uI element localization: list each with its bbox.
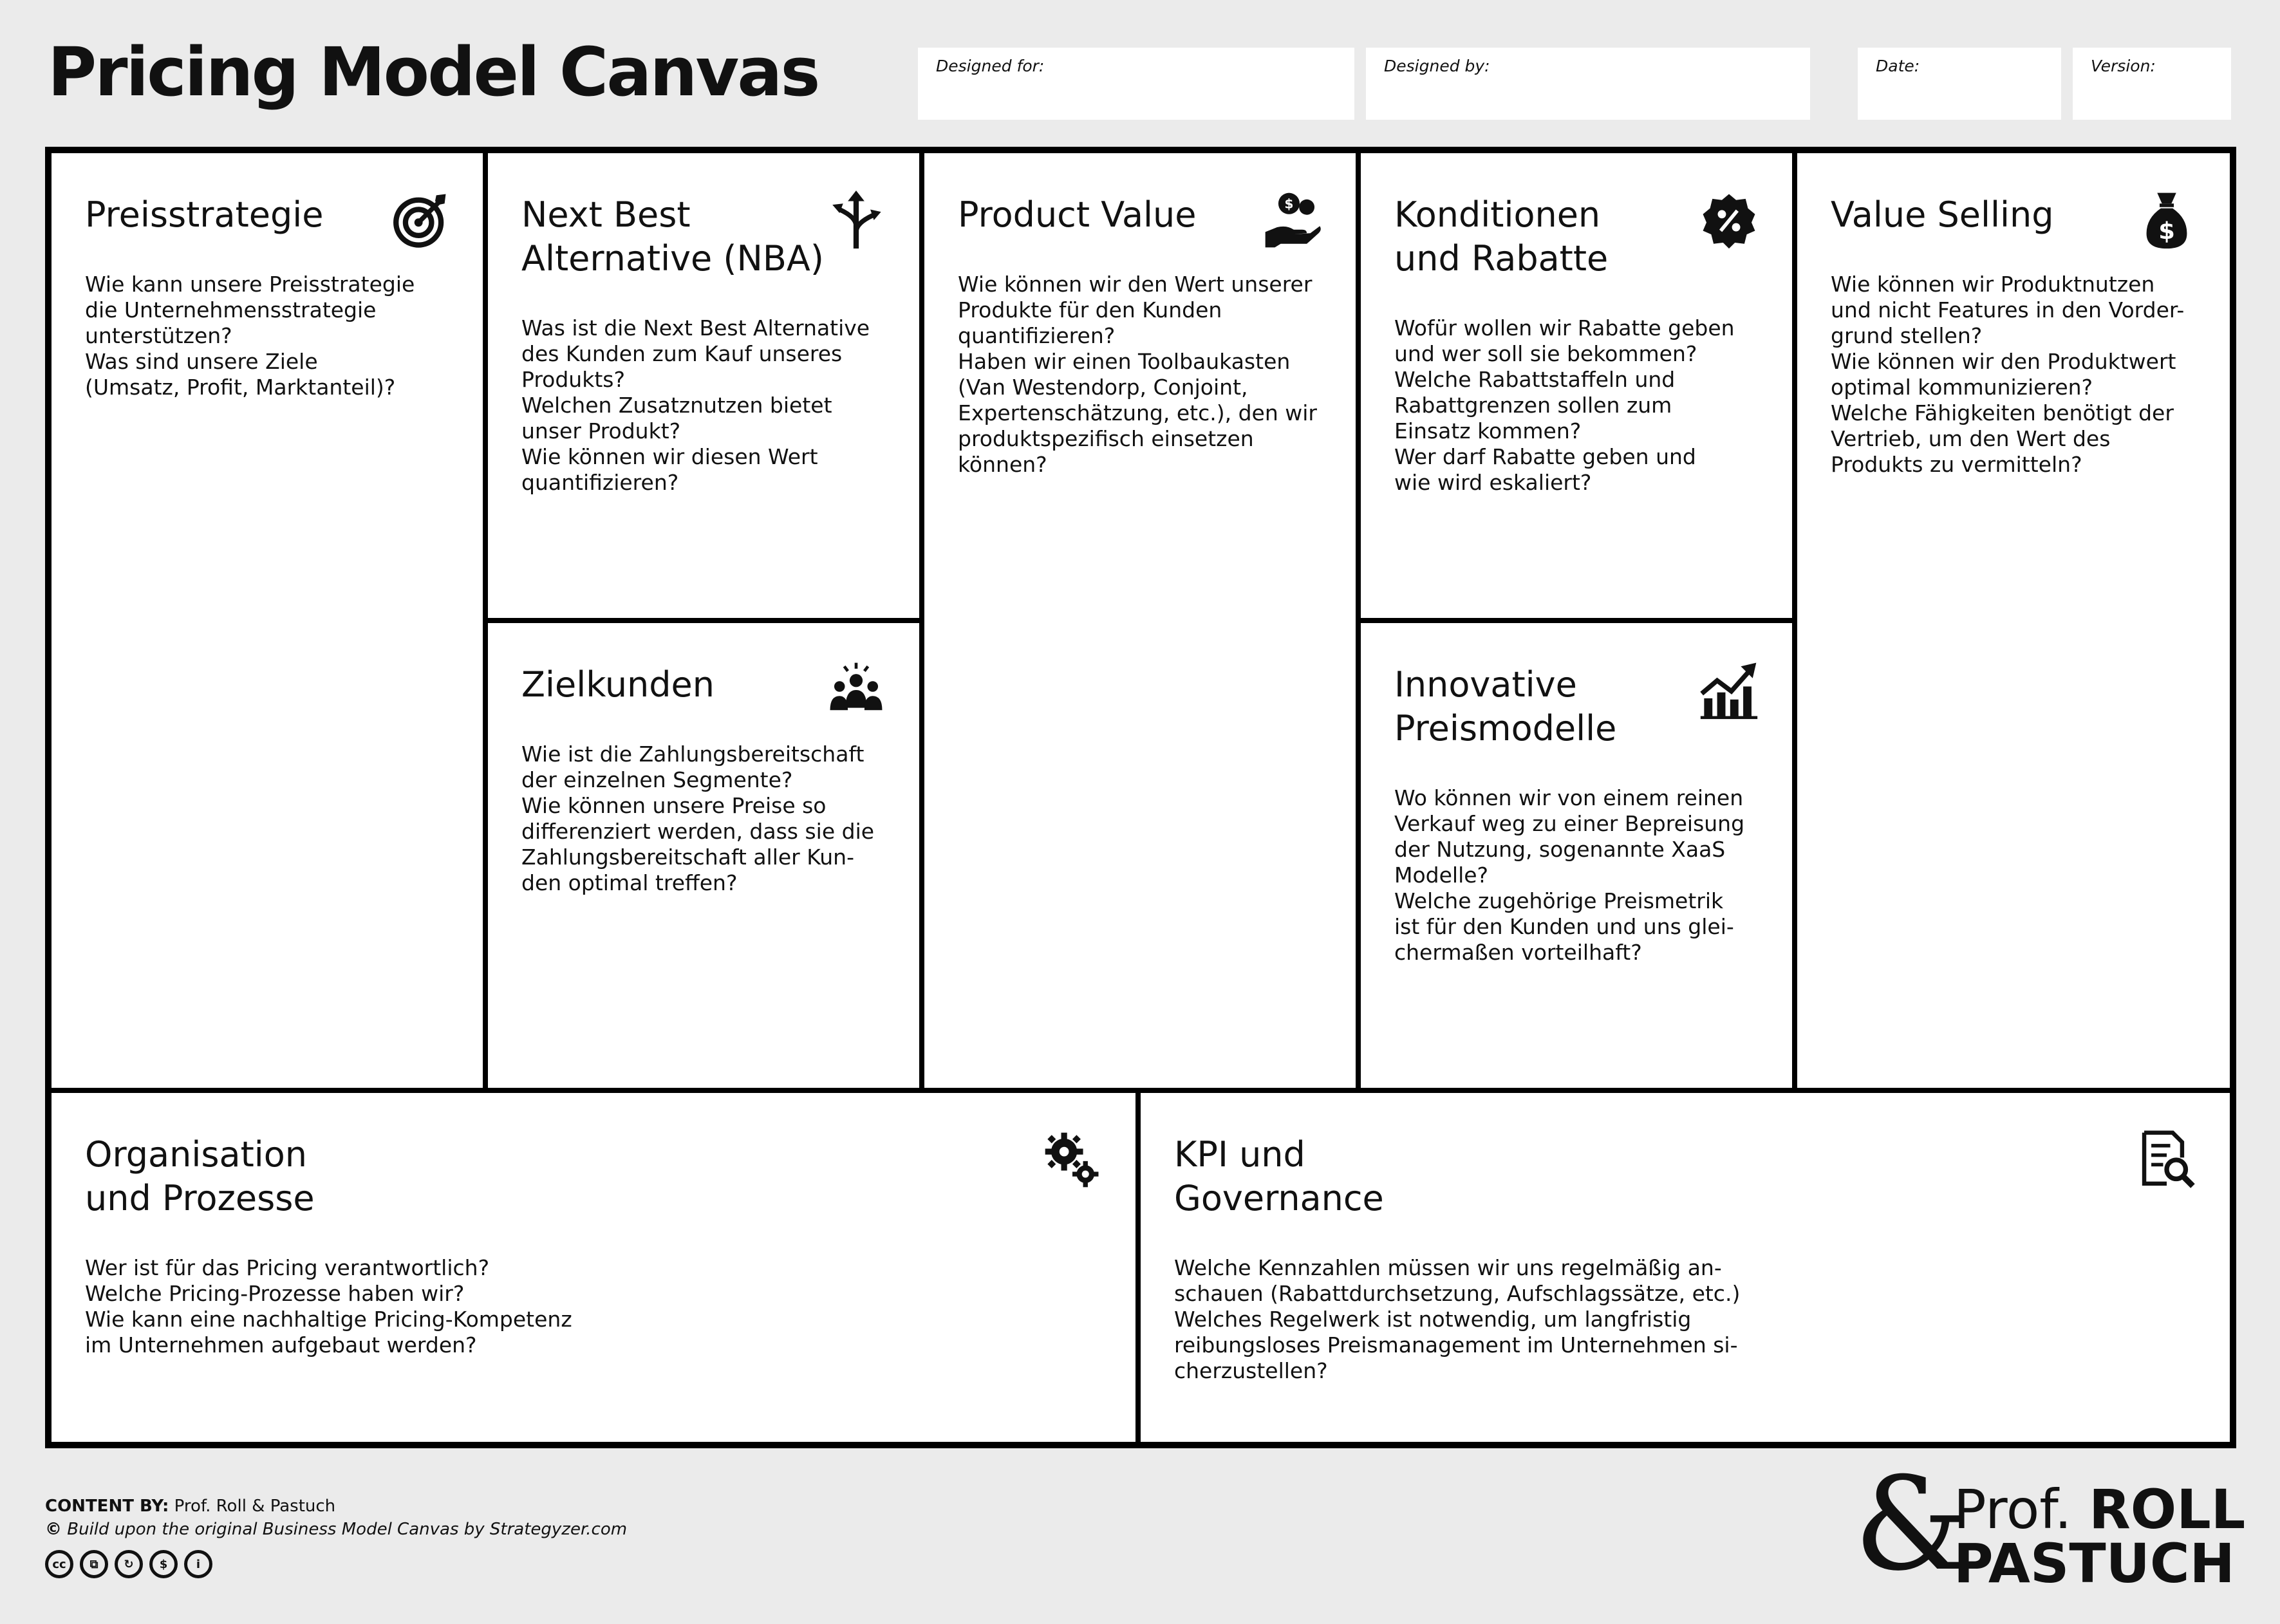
cell-text: Wie kann unsere Preisstrategie die Unternehmensstrategie unterstützen? Was sind unsere Ziele (Umsatz, Profit, Marktanteil)? [85,272,415,400]
designed-for-label: Designed for: [936,57,1045,75]
cell-nba[interactable] [488,153,919,618]
by-nc-icon[interactable]: ⧉ [80,1550,108,1578]
percent-badge-icon [1699,191,1759,250]
cell-text: Wie können wir den Wert unserer Produkte für den Kunden quantifizieren? Haben wir einen Toolbaukasten (Van Westendorp, Conjoint, Expertenschätzung, etc.), den wir produktspezifisch einsetzen können? [958,272,1317,477]
date-field[interactable] [1858,48,2061,120]
cell-title: Organisation und Prozesse [85,1134,315,1218]
cell-title: Product Value [958,194,1197,235]
designed-by-field[interactable] [1366,48,1810,120]
designed-by-label: Designed by: [1384,57,1490,75]
noncommercial-icon[interactable]: $ [149,1550,178,1578]
cell-innovative[interactable] [1361,623,1792,1088]
cell-title: Konditionen und Rabatte [1394,194,1609,279]
content-by-line [45,1497,335,1516]
attribution-text[interactable]: Build upon the original Business Model Canvas by Strategyzer.com [67,1520,628,1539]
growth-chart-icon [1699,660,1759,720]
cell-text: Welche Kennzahlen müssen wir uns regelmäßig an- schauen (Rabattdurchsetzung, Aufschlagssätze, etc.) Welches Regelwerk ist notwendig, um langfristig reibungsloses Preismanagement im Unternehmen si- cherzustellen? [1174,1255,1741,1383]
svg-text:$: $ [2158,217,2175,245]
roll-pastuch-logo [1854,1450,2246,1600]
cell-value-selling[interactable] [1797,153,2230,1088]
document-search-icon [2137,1130,2196,1190]
attribution-line [45,1520,627,1539]
cell-title: Value Selling [1831,194,2054,235]
logo-line-1 [1954,1478,2246,1541]
logo-pastuch: PASTUCH [1954,1532,2235,1595]
cell-text: Wo können wir von einem reinen Verkauf weg zu einer Bepreisung der Nutzung, sogenannte XaaS Modelle? Welche zugehörige Preismetrik ist für den Kunden und uns glei- chermaßen vorteilhaft? [1394,785,1745,965]
cc-icon[interactable]: cc [45,1550,73,1578]
license-icons [45,1550,212,1578]
split-arrows-icon [827,191,886,250]
cell-title: Preisstrategie [85,194,324,235]
share-alike-icon[interactable]: ↻ [115,1550,143,1578]
attribution-icon[interactable]: i [184,1550,212,1578]
content-by-value: Prof. Roll & Pastuch [174,1497,336,1516]
page-title: Pricing Model Canvas [48,33,819,111]
cell-kpi[interactable] [1141,1093,2230,1442]
logo-line-2 [1954,1532,2235,1595]
copyright-symbol: © [45,1520,62,1539]
money-bag-icon [2137,191,2196,250]
gears-icon [1043,1130,1102,1190]
version-field[interactable] [2073,48,2231,120]
designed-for-field[interactable] [918,48,1354,120]
cell-text: Wofür wollen wir Rabatte geben und wer soll sie bekommen? Welche Rabattstaffeln und Rabattgrenzen sollen zum Einsatz kommen? Wer darf Rabatte geben und wie wird eskaliert? [1394,315,1735,495]
version-label: Version: [2091,57,2156,75]
cell-konditionen[interactable] [1361,153,1792,618]
target-icon [390,191,449,250]
cell-title: Zielkunden [521,664,715,705]
logo-roll: ROLL [2089,1478,2246,1541]
content-by-label: CONTENT BY: [45,1497,169,1516]
cell-text: Wie ist die Zahlungsbereitschaft der einzelnen Segmente? Wie können unsere Preise so differenziert werden, dass sie die Zahlungsbereitschaft aller Kun- den optimal treffen? [521,742,875,895]
cell-product-value[interactable] [924,153,1356,1088]
date-label: Date: [1876,57,1920,75]
cell-title: Innovative Preismodelle [1394,664,1617,749]
logo-ampersand: & [1854,1450,1969,1600]
hand-coin-icon [1263,191,1322,250]
svg-text:$: $ [1284,196,1294,212]
cell-title: Next Best Alternative (NBA) [521,194,824,279]
canvas-grid [45,147,2236,1448]
cell-text: Was ist die Next Best Alternative des Kunden zum Kauf unseres Produkts? Welchen Zusatznutzen bietet unser Produkt? Wie können wir diesen Wert quantifizieren? [521,315,870,495]
cell-organisation[interactable] [51,1093,1135,1442]
cell-preisstrategie[interactable] [51,153,483,1088]
cell-title: KPI und Governance [1174,1134,1384,1218]
cell-text: Wie können wir Produktnutzen und nicht Features in den Vorder- grund stellen? Wie können wir den Produktwert optimal kommunizieren? Welche Fähigkeiten benötigt der Vertrieb, um den Wert des Produkts zu vermitteln? [1831,272,2185,477]
cell-zielkunden[interactable] [488,623,919,1088]
group-icon [827,660,886,720]
cell-text: Wer ist für das Pricing verantwortlich? Welche Pricing-Prozesse haben wir? Wie kann eine nachhaltige Pricing-Kompetenz im Unternehmen aufgebaut werden? [85,1255,572,1358]
logo-prof: Prof. [1954,1478,2072,1541]
